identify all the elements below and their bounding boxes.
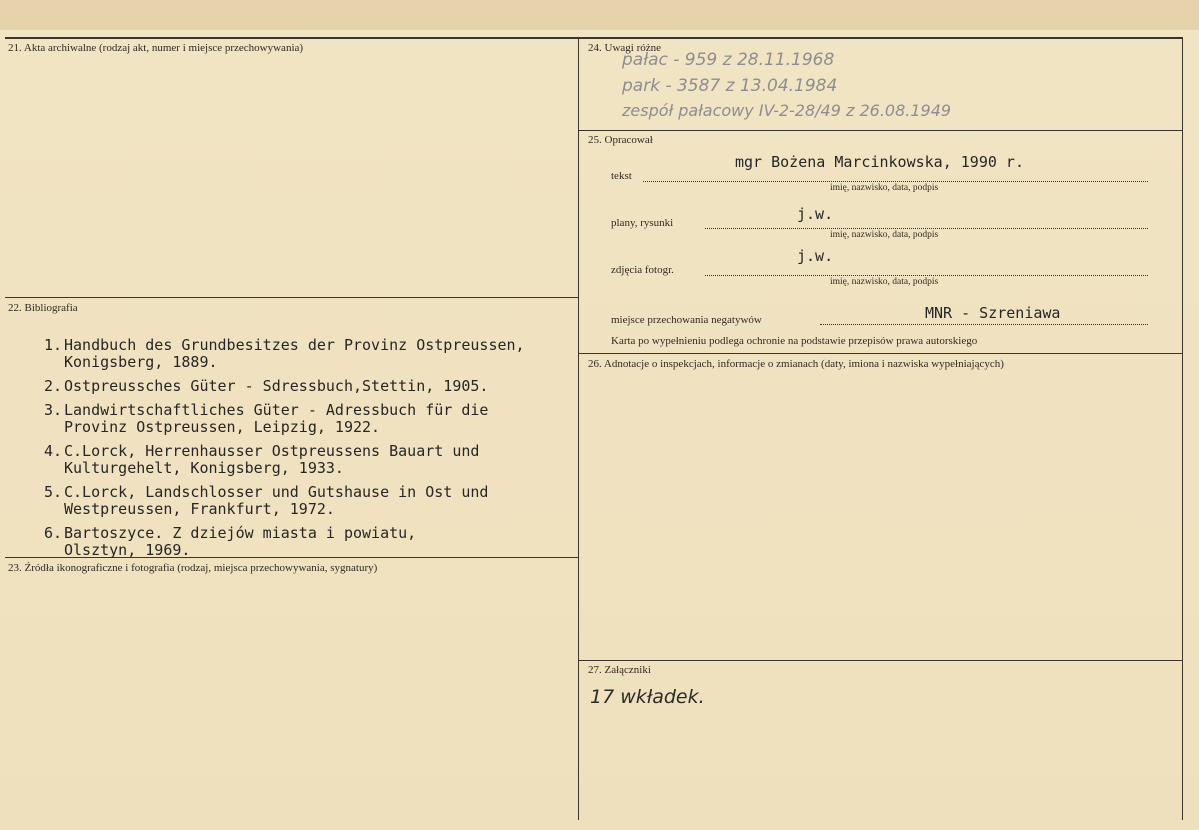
plany-value: j.w. — [797, 205, 834, 223]
tekst-line — [643, 181, 1148, 182]
center-divider — [578, 38, 579, 820]
plany-line — [705, 228, 1148, 229]
list-item — [32, 337, 525, 371]
copyright-note: Karta po wypełnieniu podlega ochronie na podstawie przepisów prawa autorskiego — [611, 335, 978, 347]
item-text: Ostpreussches Güter - Sdressbuch,Stettin, 1905. — [64, 377, 489, 395]
remark-line-2: park - 3587 z 13.04.1984 — [622, 76, 838, 96]
tekst-value: mgr Bożena Marcinkowska, 1990 r. — [735, 153, 1024, 171]
tekst-caption: imię, nazwisko, data, podpis — [830, 183, 939, 193]
section-27-label: 27. Załączniki — [588, 664, 651, 676]
section-25-label: 25. Opracował — [588, 134, 653, 146]
tekst-label: tekst — [611, 170, 632, 182]
section-26-label: 26. Adnotacje o inspekcjach, informacje o zmianach (daty, imiona i nazwiska wypełniających) — [588, 358, 1004, 370]
item-number: 4. — [43, 442, 62, 460]
item-text: C.Lorck, Herrenhausser Ostpreussens Bauart und Kulturgehelt, Konigsberg, 1933. — [64, 442, 480, 477]
list-item — [32, 525, 525, 559]
negatywy-value: MNR - Szreniawa — [925, 304, 1061, 322]
attachments-value: 17 wkładek. — [590, 686, 705, 708]
bibliography-list — [32, 337, 525, 566]
remark-line-1: pałac - 959 z 28.11.1968 — [622, 50, 835, 70]
remark-line-3: zespół pałacowy IV-2-28/49 z 26.08.1949 — [622, 101, 952, 120]
right-border — [1182, 38, 1183, 820]
divider-24-25 — [579, 130, 1183, 131]
plany-label: plany, rysunki — [611, 217, 674, 229]
item-text: C.Lorck, Landschlosser und Gutshause in Ost und Westpreussen, Frankfurt, 1972. — [64, 483, 489, 518]
section-21-label: 21. Akta archiwalne (rodzaj akt, numer i miejsce przechowywania) — [8, 42, 304, 54]
zdjecia-caption: imię, nazwisko, data, podpis — [830, 277, 939, 287]
item-number: 5. — [43, 483, 62, 501]
top-edge — [0, 0, 1199, 30]
top-border — [5, 37, 1183, 39]
item-number: 2. — [43, 377, 62, 395]
item-number: 3. — [43, 401, 62, 419]
zdjecia-value: j.w. — [797, 247, 834, 265]
section-22-label: 22. Bibliografia — [8, 302, 78, 314]
divider-26-27 — [579, 660, 1183, 661]
negatywy-label: miejsce przechowania negatywów — [611, 314, 762, 326]
list-item — [32, 402, 525, 436]
plany-caption: imię, nazwisko, data, podpis — [830, 230, 939, 240]
item-text: Bartoszyce. Z dziejów miasta i powiatu, Olsztyn, 1969. — [64, 524, 417, 559]
item-text: Landwirtschaftliches Güter - Adressbuch für die Provinz Ostpreussen, Leipzig, 1922. — [64, 401, 489, 436]
list-item — [32, 443, 525, 477]
zdjecia-label: zdjęcia fotogr. — [611, 264, 674, 276]
divider-25-26 — [579, 353, 1183, 354]
negatywy-line — [820, 324, 1148, 325]
list-item — [32, 484, 525, 518]
item-number: 6. — [43, 524, 62, 542]
list-item — [32, 378, 525, 395]
item-number: 1. — [43, 336, 62, 354]
section-24-label: 24. Uwagi różne — [588, 42, 662, 54]
section-23-label: 23. Źródła ikonograficzne i fotografia (rodzaj, miejsca przechowywania, sygnatury) — [8, 562, 378, 574]
item-text: Handbuch des Grundbesitzes der Provinz Ostpreussen, Konigsberg, 1889. — [64, 336, 525, 371]
divider-21-22 — [5, 297, 579, 298]
zdjecia-line — [705, 275, 1148, 276]
